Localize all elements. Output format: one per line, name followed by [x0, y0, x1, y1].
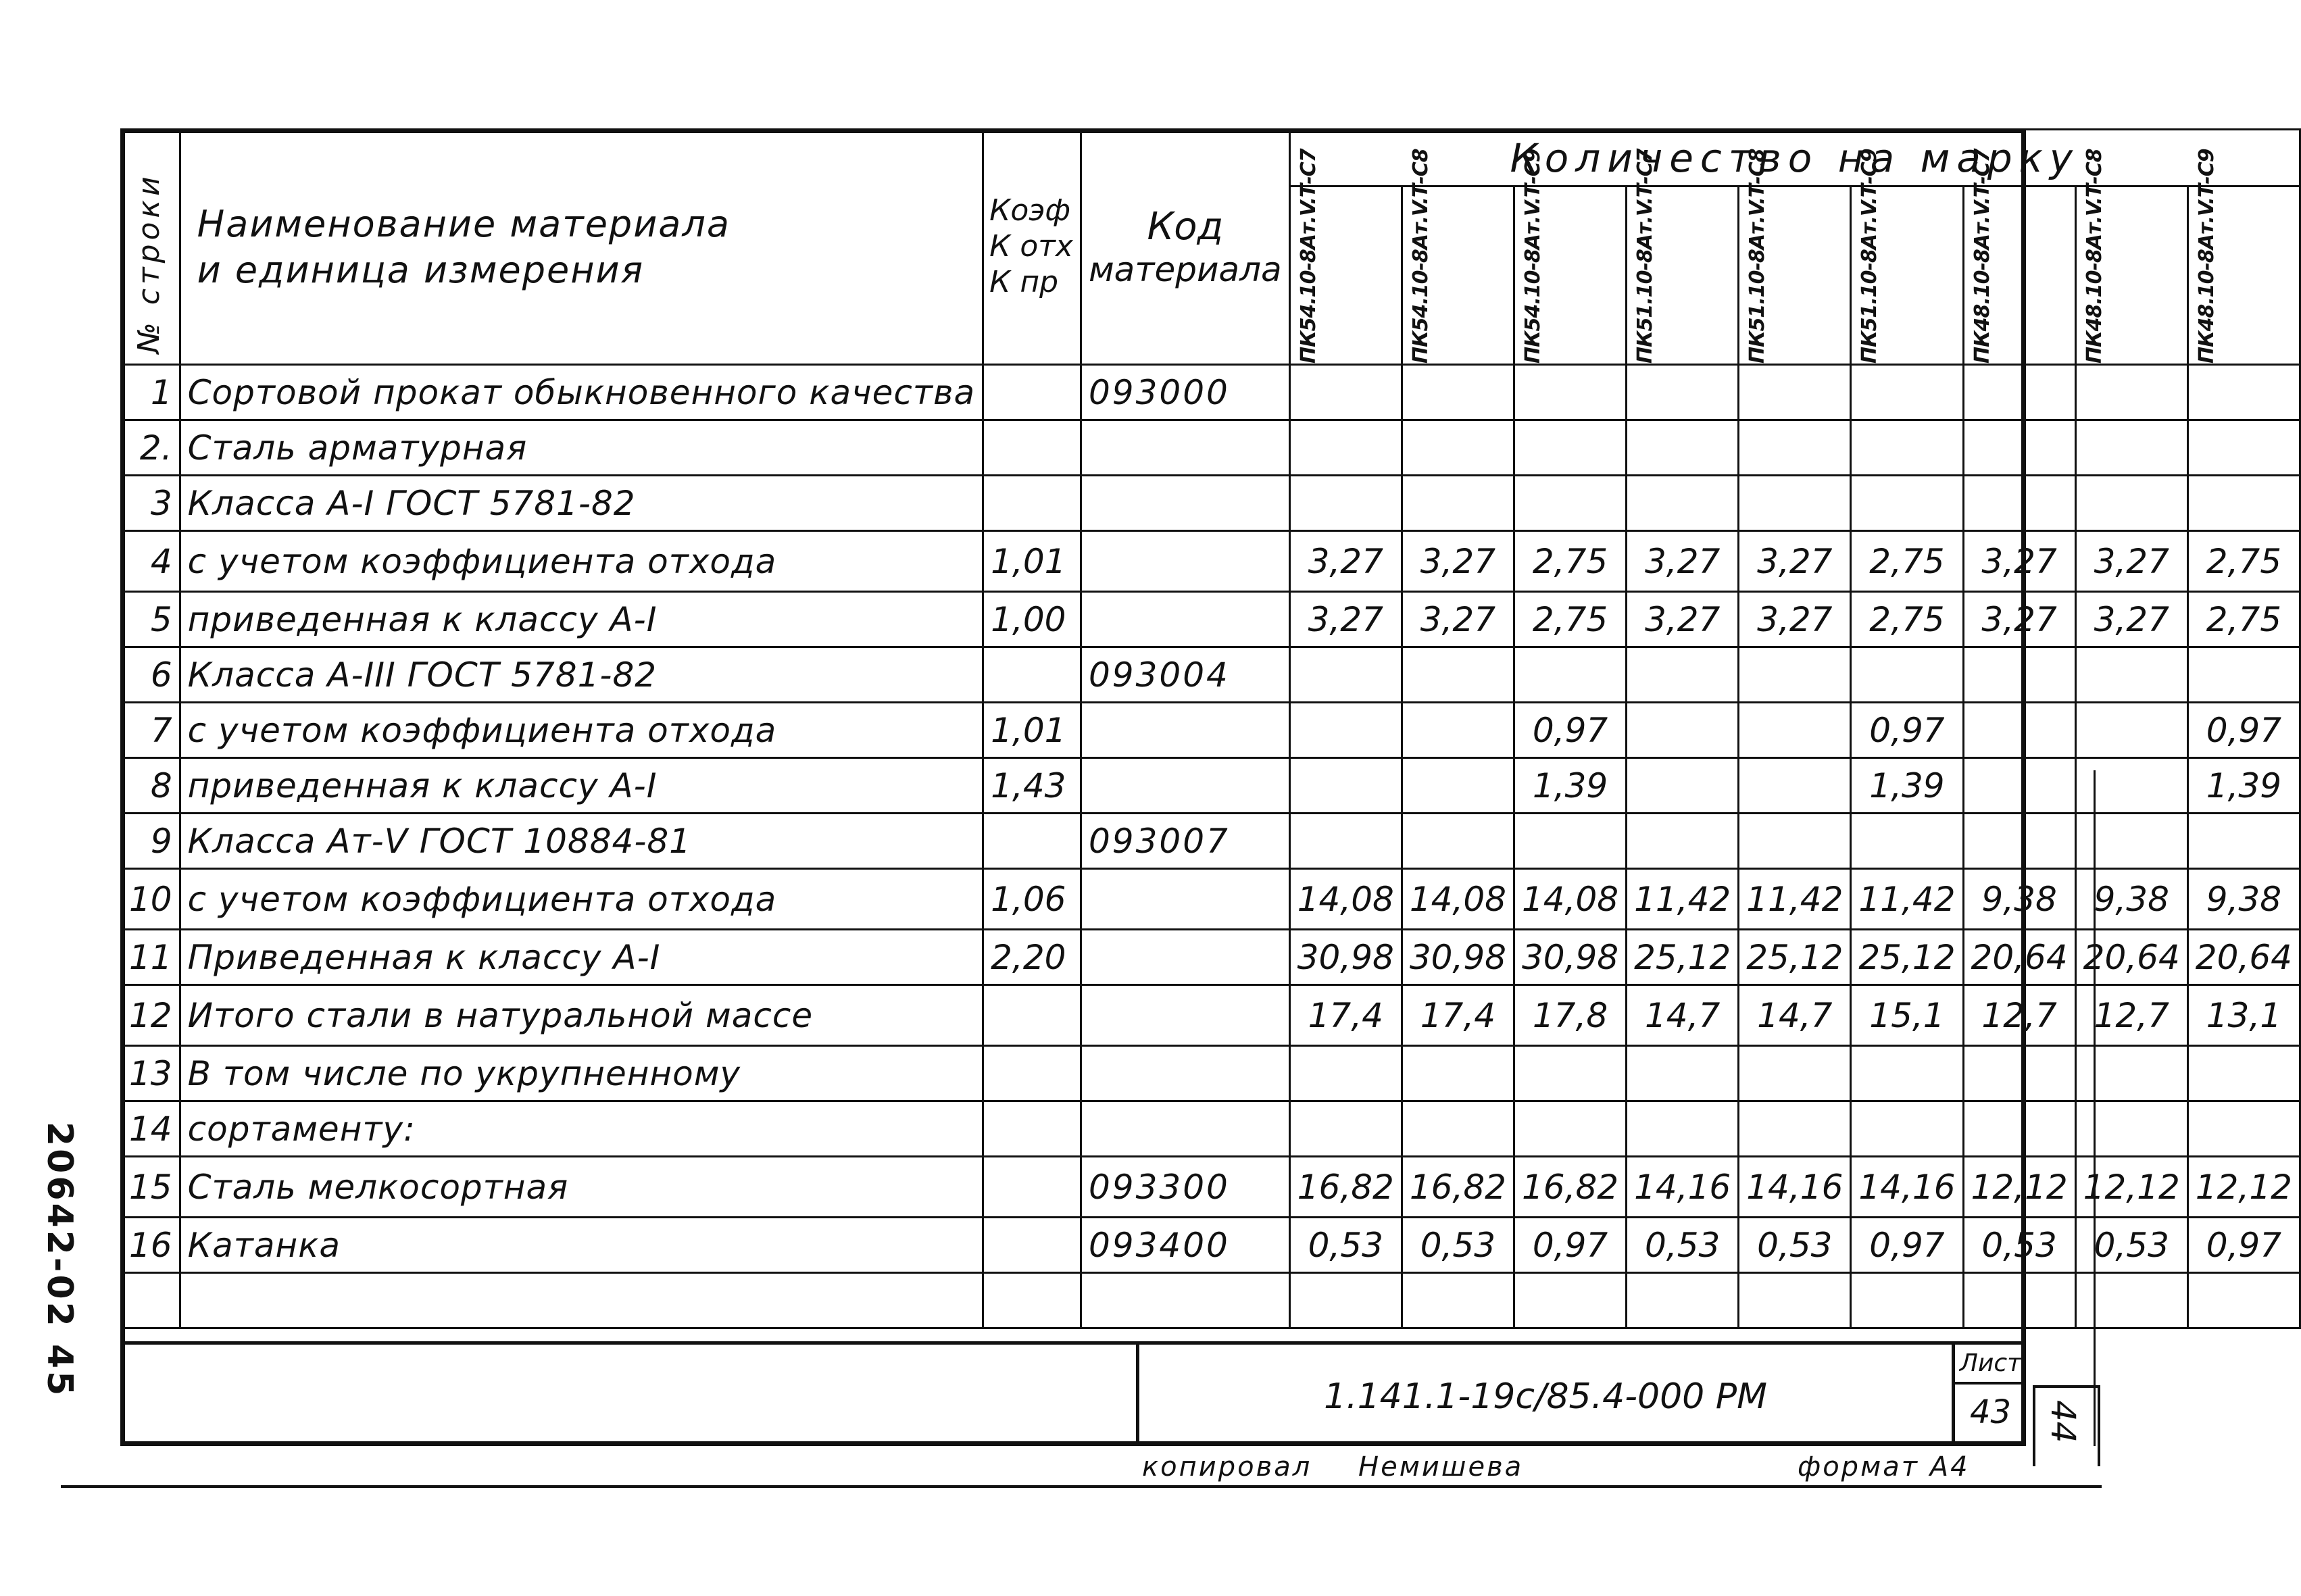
header-coef — [983, 130, 1081, 365]
material-name: Приведенная к классу А-I — [180, 930, 983, 985]
document-code: 1.141.1-19с/85.4-000 РМ — [1139, 1341, 1952, 1446]
quantity-cell — [1963, 476, 2075, 531]
coefficient: 2,20 — [983, 930, 1081, 985]
material-name: Сталь мелкосортная — [180, 1157, 983, 1218]
quantity-cell: 14,7 — [1627, 985, 1739, 1046]
mark-label: ПК48.10-8Ат.V.Т-С7 — [1970, 149, 1994, 364]
quantity-cell — [1514, 1273, 1626, 1328]
row-number: 16 — [122, 1218, 180, 1273]
quantity-cell — [1402, 1101, 1514, 1157]
quantity-cell — [1514, 420, 1626, 476]
quantity-cell: 20,64 — [1963, 930, 2075, 985]
quantity-cell — [1739, 476, 1851, 531]
quantity-cell — [1851, 476, 1963, 531]
quantity-cell: 0,97 — [1514, 1218, 1626, 1273]
mark-label: ПК48.10-8Ат.V.Т-С8 — [2082, 149, 2106, 364]
material-name: с учетом коэффициента отхода — [180, 869, 983, 930]
quantity-cell — [2075, 476, 2187, 531]
archive-code: 20642-02 45 — [39, 1122, 80, 1399]
quantity-cell: 3,27 — [1739, 531, 1851, 592]
row-number: 5 — [122, 592, 180, 647]
material-name: Катанка — [180, 1218, 983, 1273]
quantity-cell — [1739, 758, 1851, 814]
quantity-cell — [1402, 703, 1514, 758]
quantity-cell — [1627, 420, 1739, 476]
quantity-cell: 12,12 — [1963, 1157, 2075, 1218]
quantity-cell — [1739, 647, 1851, 703]
quantity-cell — [2075, 647, 2187, 703]
copied-label: копировал — [1142, 1451, 1312, 1482]
quantity-cell: 3,27 — [2075, 592, 2187, 647]
title-block — [120, 1341, 2026, 1446]
quantity-cell — [1514, 365, 1626, 420]
side-page-box — [2033, 1385, 2100, 1466]
quantity-cell — [2187, 420, 2300, 476]
quantity-cell: 14,16 — [1627, 1157, 1739, 1218]
coefficient: 1,01 — [983, 531, 1081, 592]
material-name: приведенная к классу А-I — [180, 758, 983, 814]
quantity-cell — [1739, 1101, 1851, 1157]
material-code — [1081, 420, 1289, 476]
coefficient: 1,01 — [983, 703, 1081, 758]
quantity-cell — [1851, 1273, 1963, 1328]
quantity-cell — [1289, 1046, 1402, 1101]
quantity-cell — [1851, 647, 1963, 703]
mark-header-7 — [1963, 149, 2075, 365]
quantity-cell — [1402, 476, 1514, 531]
quantity-cell: 2,75 — [2187, 592, 2300, 647]
quantity-cell: 0,53 — [1289, 1218, 1402, 1273]
quantity-cell: 2,75 — [1514, 592, 1626, 647]
table-row — [122, 1218, 2300, 1273]
quantity-cell: 0,53 — [1739, 1218, 1851, 1273]
quantity-cell — [2075, 703, 2187, 758]
quantity-cell: 3,27 — [1289, 592, 1402, 647]
quantity-cell: 9,38 — [2187, 869, 2300, 930]
quantity-cell — [1627, 647, 1739, 703]
table-row — [122, 592, 2300, 647]
quantity-cell — [1289, 1101, 1402, 1157]
table-row — [122, 985, 2300, 1046]
quantity-cell: 12,12 — [2075, 1157, 2187, 1218]
material-code: 093004 — [1081, 647, 1289, 703]
quantity-cell — [2075, 1046, 2187, 1101]
quantity-cell — [2187, 365, 2300, 420]
row-number-label: № строки — [132, 172, 166, 353]
quantity-cell — [2075, 1101, 2187, 1157]
coefficient — [983, 647, 1081, 703]
quantity-cell — [2187, 1273, 2300, 1328]
quantity-cell: 3,27 — [1402, 531, 1514, 592]
quantity-cell: 1,39 — [1851, 758, 1963, 814]
quantity-cell: 9,38 — [1963, 869, 2075, 930]
header-quantity: Количество на марку — [1289, 130, 2300, 186]
table-row — [122, 758, 2300, 814]
material-code — [1081, 758, 1289, 814]
coefficient — [983, 1273, 1081, 1328]
mark-header-2 — [1402, 149, 1514, 365]
header-code-line2: материала — [1088, 250, 1282, 290]
material-code — [1081, 1101, 1289, 1157]
coefficient — [983, 1157, 1081, 1218]
quantity-cell — [1739, 1273, 1851, 1328]
material-name: с учетом коэффициента отхода — [180, 703, 983, 758]
quantity-cell — [1963, 1046, 2075, 1101]
quantity-cell: 20,64 — [2187, 930, 2300, 985]
quantity-cell — [1963, 420, 2075, 476]
table-row — [122, 420, 2300, 476]
quantity-cell: 0,97 — [1851, 1218, 1963, 1273]
quantity-cell: 15,1 — [1851, 985, 1963, 1046]
quantity-cell: 25,12 — [1739, 930, 1851, 985]
material-name: с учетом коэффициента отхода — [180, 531, 983, 592]
quantity-cell: 3,27 — [1402, 592, 1514, 647]
mark-label: ПК51.10-8Ат.V.Т-С7 — [1633, 149, 1658, 364]
quantity-cell: 1,39 — [2187, 758, 2300, 814]
quantity-cell — [1402, 1046, 1514, 1101]
quantity-cell: 14,08 — [1514, 869, 1626, 930]
quantity-cell: 11,42 — [1739, 869, 1851, 930]
quantity-cell — [1851, 365, 1963, 420]
table-row — [122, 1101, 2300, 1157]
quantity-cell: 14,08 — [1402, 869, 1514, 930]
mark-header-1 — [1289, 149, 1402, 365]
quantity-cell — [1514, 647, 1626, 703]
quantity-cell — [1402, 758, 1514, 814]
quantity-cell — [1963, 647, 2075, 703]
bottom-rule — [61, 1485, 2102, 1488]
quantity-cell: 0,97 — [2187, 1218, 2300, 1273]
row-number: 12 — [122, 985, 180, 1046]
quantity-cell: 3,27 — [1739, 592, 1851, 647]
row-number — [122, 1273, 180, 1328]
material-code — [1081, 869, 1289, 930]
quantity-cell — [2075, 814, 2187, 869]
quantity-cell: 13,1 — [2187, 985, 2300, 1046]
quantity-cell — [1963, 1273, 2075, 1328]
coefficient — [983, 985, 1081, 1046]
quantity-cell: 30,98 — [1289, 930, 1402, 985]
quantity-cell — [2075, 758, 2187, 814]
title-block-left — [120, 1341, 1139, 1446]
material-code — [1081, 985, 1289, 1046]
quantity-cell — [1627, 703, 1739, 758]
quantity-cell — [1402, 647, 1514, 703]
row-number: 9 — [122, 814, 180, 869]
coefficient: 1,00 — [983, 592, 1081, 647]
coefficient — [983, 365, 1081, 420]
row-number: 11 — [122, 930, 180, 985]
side-page-number: 44 — [2044, 1400, 2083, 1443]
table-row — [122, 703, 2300, 758]
material-name: Класса А-I ГОСТ 5781-82 — [180, 476, 983, 531]
material-name: приведенная к классу А-I — [180, 592, 983, 647]
table-row — [122, 476, 2300, 531]
mark-label: ПК51.10-8Ат.V.Т-С8 — [1746, 149, 1770, 364]
quantity-cell — [2075, 1273, 2187, 1328]
quantity-cell: 2,75 — [1851, 531, 1963, 592]
quantity-cell — [1851, 1046, 1963, 1101]
quantity-cell — [1402, 814, 1514, 869]
coefficient: 1,43 — [983, 758, 1081, 814]
mark-label: ПК54.10-8Ат.V.Т-С9 — [1520, 149, 1545, 364]
quantity-cell: 9,38 — [2075, 869, 2187, 930]
coefficient — [983, 1101, 1081, 1157]
material-name: сортаменту: — [180, 1101, 983, 1157]
quantity-cell: 0,97 — [1851, 703, 1963, 758]
quantity-cell — [1739, 365, 1851, 420]
row-number: 15 — [122, 1157, 180, 1218]
material-code — [1081, 531, 1289, 592]
quantity-cell — [1851, 1101, 1963, 1157]
quantity-cell — [1514, 1046, 1626, 1101]
header-code-line1: Код — [1147, 204, 1224, 249]
material-code: 093000 — [1081, 365, 1289, 420]
quantity-cell: 14,16 — [1851, 1157, 1963, 1218]
quantity-cell — [1402, 1273, 1514, 1328]
mark-header-9 — [2187, 149, 2300, 365]
mark-header-4 — [1627, 149, 1739, 365]
mark-header-6 — [1851, 149, 1963, 365]
sheet-box — [1952, 1341, 2026, 1446]
material-name: В том числе по укрупненному — [180, 1046, 983, 1101]
header-row-number — [122, 130, 180, 365]
quantity-cell — [1627, 758, 1739, 814]
quantity-cell — [1289, 758, 1402, 814]
row-number: 1 — [122, 365, 180, 420]
quantity-cell: 16,82 — [1402, 1157, 1514, 1218]
quantity-cell — [2187, 476, 2300, 531]
quantity-cell — [1289, 1273, 1402, 1328]
quantity-cell — [1963, 758, 2075, 814]
quantity-cell: 14,08 — [1289, 869, 1402, 930]
row-number: 13 — [122, 1046, 180, 1101]
quantity-cell — [1514, 476, 1626, 531]
quantity-cell: 17,4 — [1289, 985, 1402, 1046]
table-row — [122, 647, 2300, 703]
quantity-cell — [1739, 420, 1851, 476]
quantity-cell: 3,27 — [1627, 592, 1739, 647]
material-code — [1081, 930, 1289, 985]
table-row — [122, 930, 2300, 985]
right-rule — [2094, 770, 2096, 1446]
header-name — [180, 130, 983, 365]
mark-label: ПК48.10-8Ат.V.Т-С9 — [2194, 149, 2219, 364]
mark-header-3 — [1514, 149, 1626, 365]
material-name: Итого стали в натуральной массе — [180, 985, 983, 1046]
quantity-cell — [1739, 1046, 1851, 1101]
material-name: Сталь арматурная — [180, 420, 983, 476]
header-coef-line3: К пр — [989, 264, 1059, 299]
quantity-cell: 2,75 — [1851, 592, 1963, 647]
quantity-cell: 0,97 — [1514, 703, 1626, 758]
quantity-cell: 17,8 — [1514, 985, 1626, 1046]
header-code — [1081, 130, 1289, 365]
quantity-cell — [1627, 1046, 1739, 1101]
header-coef-line2: К отх — [989, 229, 1073, 264]
quantity-cell — [1289, 420, 1402, 476]
mark-label: ПК54.10-8Ат.V.Т-С7 — [1296, 149, 1320, 364]
material-code — [1081, 1046, 1289, 1101]
quantity-cell: 3,27 — [1963, 531, 2075, 592]
header-name-line2: и единица измерения — [197, 248, 645, 291]
quantity-cell: 16,82 — [1289, 1157, 1402, 1218]
sheet-number: 43 — [1969, 1393, 2012, 1431]
mark-header-8 — [2075, 149, 2187, 365]
quantity-cell — [1963, 1101, 2075, 1157]
quantity-cell: 3,27 — [2075, 531, 2187, 592]
quantity-cell — [1402, 365, 1514, 420]
quantity-cell — [1402, 420, 1514, 476]
quantity-cell — [1289, 647, 1402, 703]
table-row — [122, 531, 2300, 592]
quantity-cell: 0,53 — [1402, 1218, 1514, 1273]
quantity-cell — [1289, 365, 1402, 420]
quantity-cell: 16,82 — [1514, 1157, 1626, 1218]
material-code — [1081, 476, 1289, 531]
quantity-cell — [1739, 814, 1851, 869]
quantity-cell: 30,98 — [1402, 930, 1514, 985]
material-name: Класса Ат-V ГОСТ 10884-81 — [180, 814, 983, 869]
quantity-cell — [1851, 420, 1963, 476]
coefficient — [983, 1046, 1081, 1101]
quantity-cell — [1627, 1101, 1739, 1157]
mark-label: ПК51.10-8Ат.V.Т-С9 — [1858, 149, 1882, 364]
quantity-cell — [1514, 1101, 1626, 1157]
quantity-cell — [1627, 814, 1739, 869]
quantity-cell: 30,98 — [1514, 930, 1626, 985]
material-table — [120, 128, 2301, 1329]
material-name — [180, 1273, 983, 1328]
quantity-cell: 0,53 — [1627, 1218, 1739, 1273]
mark-label: ПК54.10-8Ат.V.Т-С8 — [1408, 149, 1433, 364]
material-code: 093300 — [1081, 1157, 1289, 1218]
table-row — [122, 1157, 2300, 1218]
quantity-cell: 0,53 — [2075, 1218, 2187, 1273]
quantity-cell — [1963, 365, 2075, 420]
table-row — [122, 814, 2300, 869]
quantity-cell: 14,7 — [1739, 985, 1851, 1046]
material-code: 093007 — [1081, 814, 1289, 869]
table-row — [122, 365, 2300, 420]
format-label: формат А4 — [1798, 1451, 1970, 1482]
quantity-cell — [2187, 647, 2300, 703]
coefficient: 1,06 — [983, 869, 1081, 930]
quantity-cell: 25,12 — [1627, 930, 1739, 985]
quantity-cell: 0,53 — [1963, 1218, 2075, 1273]
row-number: 8 — [122, 758, 180, 814]
table-row — [122, 1046, 2300, 1101]
quantity-cell — [1963, 703, 2075, 758]
row-number: 10 — [122, 869, 180, 930]
quantity-cell: 17,4 — [1402, 985, 1514, 1046]
quantity-cell: 3,27 — [1963, 592, 2075, 647]
quantity-cell — [1739, 703, 1851, 758]
header-coef-line1: Коэф — [989, 193, 1071, 228]
quantity-cell — [2187, 1046, 2300, 1101]
row-number: 4 — [122, 531, 180, 592]
quantity-cell: 3,27 — [1627, 531, 1739, 592]
quantity-cell: 0,97 — [2187, 703, 2300, 758]
quantity-cell: 25,12 — [1851, 930, 1963, 985]
quantity-cell — [1851, 814, 1963, 869]
coefficient — [983, 476, 1081, 531]
material-code — [1081, 1273, 1289, 1328]
quantity-cell: 12,7 — [1963, 985, 2075, 1046]
material-code — [1081, 592, 1289, 647]
material-code: 093400 — [1081, 1218, 1289, 1273]
quantity-cell — [2075, 420, 2187, 476]
quantity-cell: 1,39 — [1514, 758, 1626, 814]
row-number: 2. — [122, 420, 180, 476]
quantity-cell: 14,16 — [1739, 1157, 1851, 1218]
quantity-cell: 12,7 — [2075, 985, 2187, 1046]
sheet-label: Лист — [1955, 1345, 2026, 1385]
coefficient — [983, 1218, 1081, 1273]
quantity-cell — [1289, 814, 1402, 869]
quantity-cell — [2075, 365, 2187, 420]
quantity-cell — [1627, 476, 1739, 531]
row-number: 7 — [122, 703, 180, 758]
quantity-cell: 3,27 — [1289, 531, 1402, 592]
material-code — [1081, 703, 1289, 758]
material-name: Сортовой прокат обыкновенного качества — [180, 365, 983, 420]
quantity-cell — [2187, 1101, 2300, 1157]
quantity-cell — [1627, 365, 1739, 420]
quantity-cell: 11,42 — [1627, 869, 1739, 930]
table-row — [122, 1273, 2300, 1328]
quantity-cell — [1514, 814, 1626, 869]
coefficient — [983, 420, 1081, 476]
quantity-cell: 20,64 — [2075, 930, 2187, 985]
quantity-cell — [1627, 1273, 1739, 1328]
mark-header-5 — [1739, 149, 1851, 365]
row-number: 3 — [122, 476, 180, 531]
quantity-cell: 2,75 — [2187, 531, 2300, 592]
quantity-cell: 12,12 — [2187, 1157, 2300, 1218]
row-number: 14 — [122, 1101, 180, 1157]
quantity-cell — [1289, 703, 1402, 758]
quantity-cell — [1963, 814, 2075, 869]
quantity-cell: 11,42 — [1851, 869, 1963, 930]
header-name-line1: Наименование материала — [197, 203, 731, 245]
coefficient — [983, 814, 1081, 869]
quantity-cell — [1289, 476, 1402, 531]
quantity-cell — [2187, 814, 2300, 869]
row-number: 6 — [122, 647, 180, 703]
quantity-cell: 2,75 — [1514, 531, 1626, 592]
material-name: Класса А-III ГОСТ 5781-82 — [180, 647, 983, 703]
table-row — [122, 869, 2300, 930]
copied-name: Немишева — [1358, 1451, 1524, 1482]
